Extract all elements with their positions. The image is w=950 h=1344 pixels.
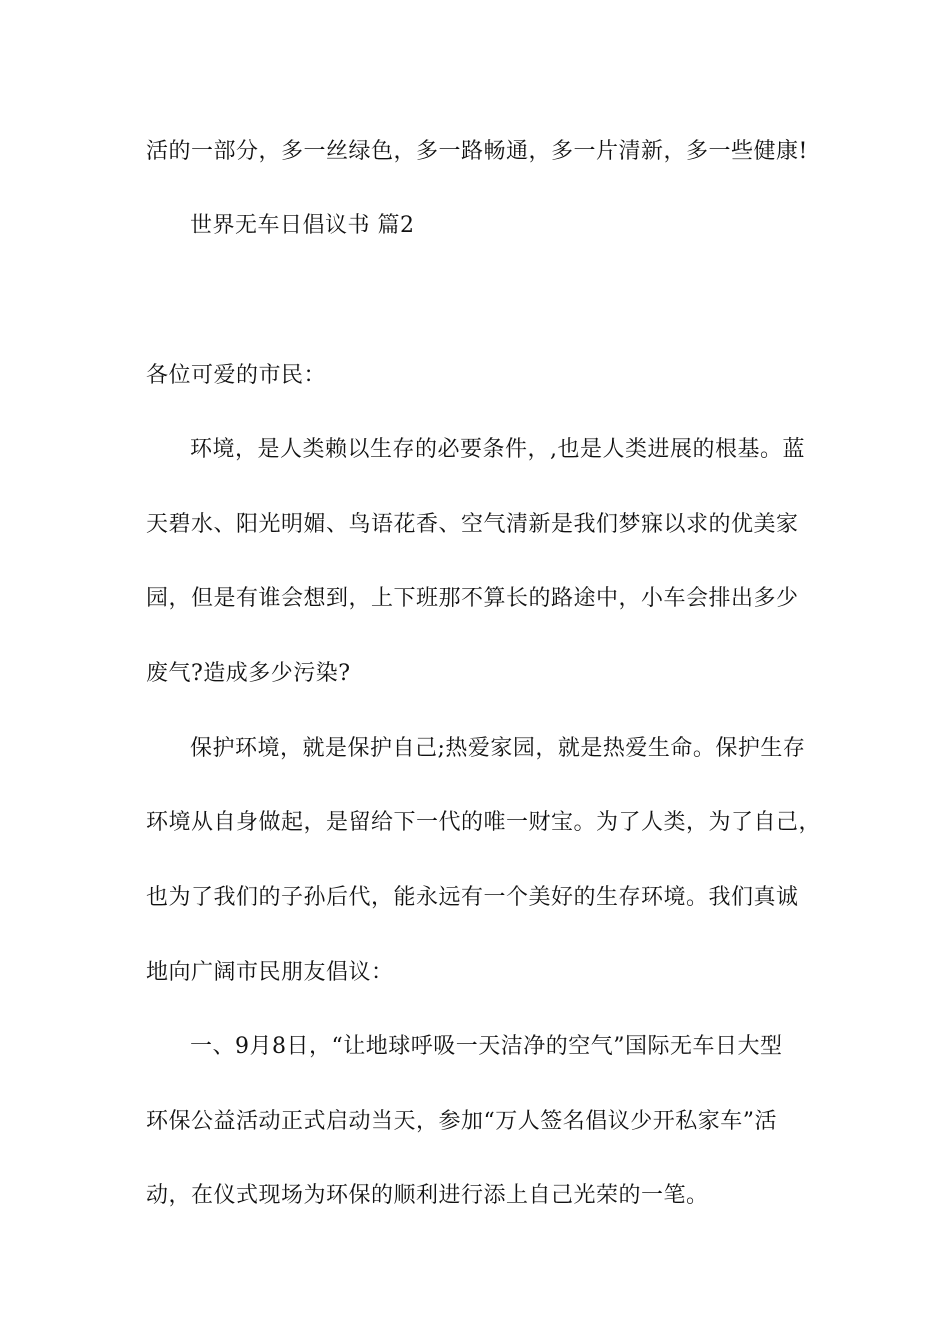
text-line: 活的一部分，多一丝绿色，多一路畅通，多一片清新，多一些健康! (146, 139, 808, 164)
salutation: 各位可爱的市民： (146, 363, 327, 388)
text-line: 也为了我们的子孙后代，能永远有一个美好的生存环境。我们真诚 (146, 885, 799, 910)
text-line: 天碧水、阳光明媚、鸟语花香、空气清新是我们梦寐以求的优美家 (146, 512, 799, 537)
text-line: 废气?造成多少污染? (146, 661, 351, 686)
text-line: 动，在仪式现场为环保的顺利进行添上自己光荣的一笔。 (146, 1183, 709, 1208)
text-line: 一、9月8日，“让地球呼吸一天洁净的空气”国际无车日大型 (190, 1034, 783, 1059)
text-line: 环境从自身做起，是留给下一代的唯一财宝。为了人类，为了自己， (146, 810, 822, 835)
text-line: 保护环境，就是保护自己;热爱家园，就是热爱生命。保护生存 (190, 736, 806, 761)
section-heading: 世界无车日倡议书 篇2 (190, 213, 415, 238)
text-line: 地向广阔市民朋友倡议： (146, 960, 394, 985)
text-line: 园，但是有谁会想到，上下班那不算长的路途中，小车会排出多少 (146, 586, 799, 611)
text-line: 环保公益活动正式启动当天，参加“万人签名倡议少开私家车”活 (146, 1109, 777, 1134)
text-line: 环境，是人类赖以生存的必要条件，,也是人类进展的根基。蓝 (190, 437, 805, 462)
